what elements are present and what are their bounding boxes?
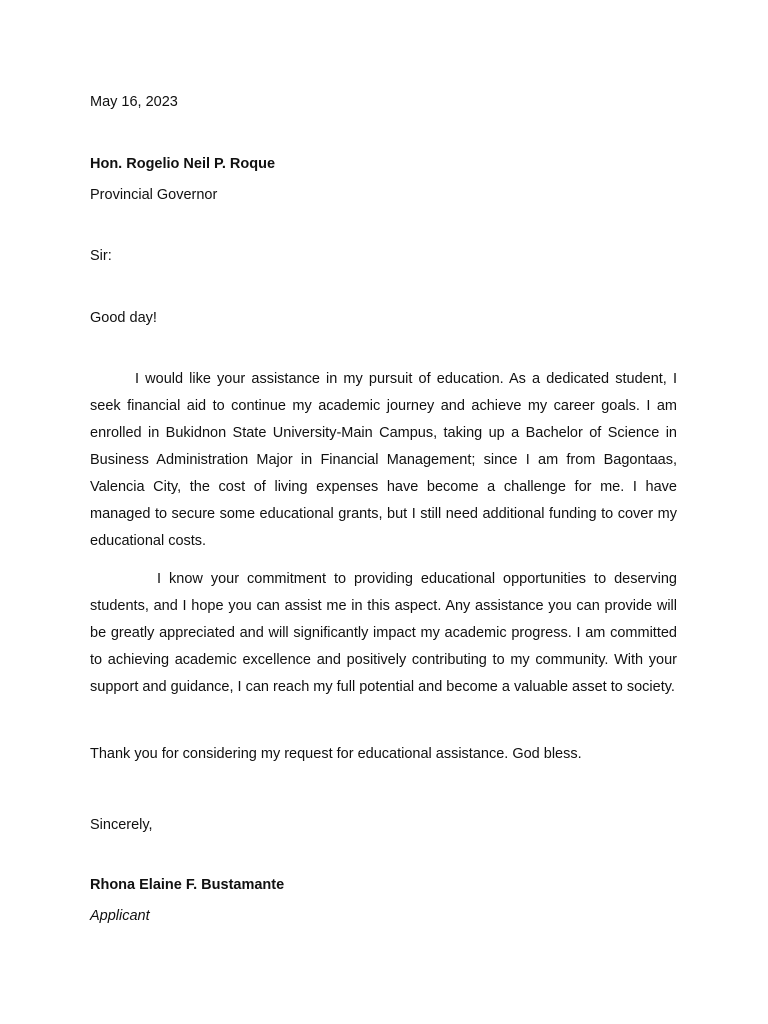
salutation: Sir: [90,248,112,264]
letter-date: May 16, 2023 [90,94,178,110]
sender-name: Rhona Elaine F. Bustamante [90,877,285,893]
greeting: Good day! [90,310,157,326]
closing: Sincerely, [90,817,153,833]
recipient-title: Provincial Governor [90,187,218,203]
body-paragraph-1: I would like your assistance in my pursuit of education. As a dedicated student, I seek financial aid to continue my academic journey and achieve my career goals. I am enrolled in Bukidnon State University-Main Campus, taking up a Bachelor of Science in Business Administration Major in Financial Management; since I am from Bagontaas, Valencia City, the cost of living expenses have become a challenge for me. I have managed to secure some educational grants, but I still need additional funding to cover my educational costs. [90,371,677,549]
closing-line: Thank you for considering my request for educational assistance. God bless. [90,746,582,762]
sender-role: Applicant [90,908,150,924]
recipient-name: Hon. Rogelio Neil P. Roque [90,156,276,172]
body-paragraph-2: I know your commitment to providing educational opportunities to deserving students, and I hope you can assist me in this aspect. Any assistance you can provide will be greatly appreciated and will significantly impact my academic progress. I am committed to achieving academic excellence and positively contributing to my community. With your support and guidance, I can reach my full potential and become a valuable asset to society. [90,571,677,695]
